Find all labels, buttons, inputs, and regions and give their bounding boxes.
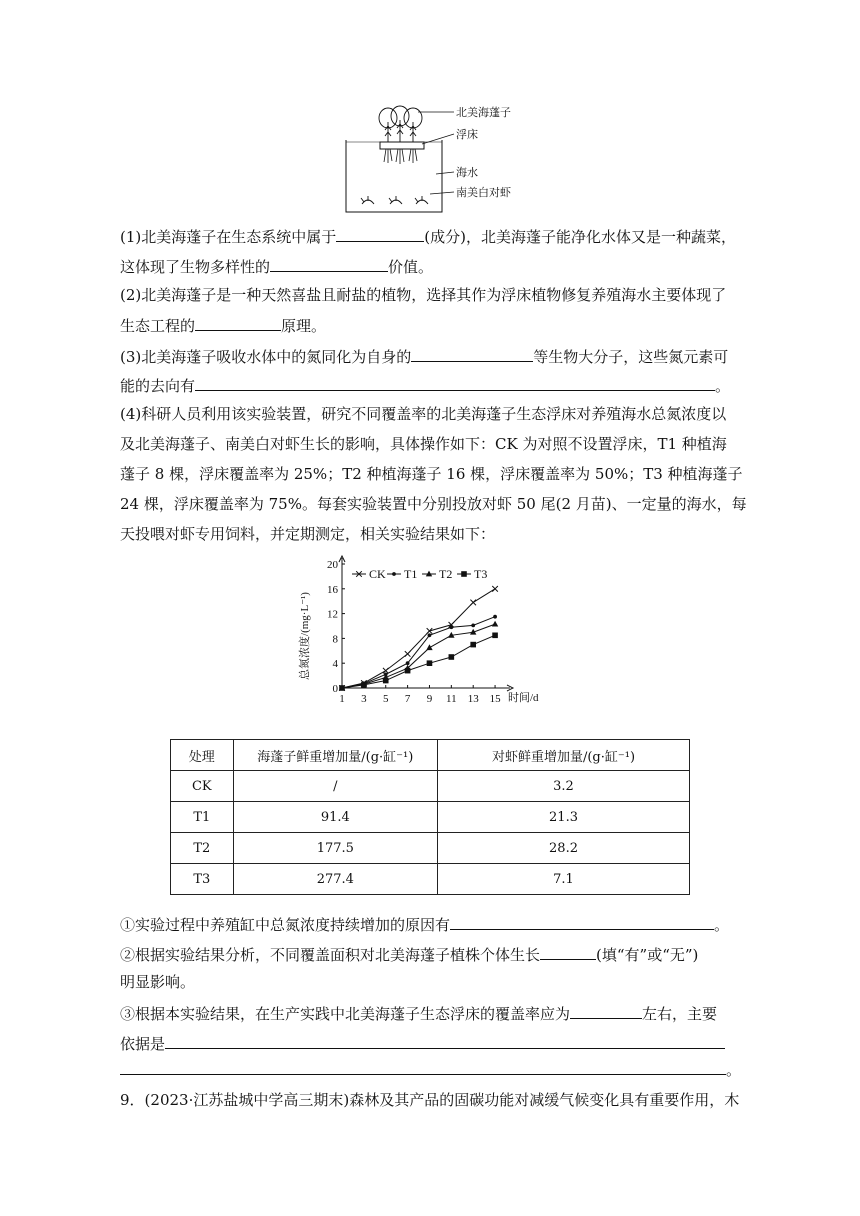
data-point-t3	[361, 682, 367, 688]
q1-text-c: 这体现了生物多样性的	[120, 258, 271, 276]
header-plant-weight: 海蓬子鲜重增加量/(g·缸⁻¹)	[233, 740, 437, 771]
table-row	[171, 802, 690, 833]
x-tick-label: 1	[339, 693, 345, 705]
sub1-text-b: 。	[714, 916, 730, 934]
table-cell: CK	[171, 771, 234, 802]
data-point-t3	[449, 654, 455, 660]
q2-line2	[120, 314, 740, 336]
table-cell: 7.1	[438, 864, 690, 895]
data-point-t3	[405, 668, 411, 674]
data-point-t3	[339, 685, 345, 691]
sub3-text-b: 左右，主要	[642, 1005, 718, 1023]
data-point-t1	[493, 615, 497, 619]
root-shapes	[384, 149, 417, 164]
data-point-t3	[383, 678, 389, 684]
legend-marker	[461, 571, 467, 577]
q3-blank-fate[interactable]	[195, 374, 715, 391]
q4-line1: (4)科研人员利用该实验装置，研究不同覆盖率的北美海蓬子生态浮床对养殖海水总氮浓度以	[120, 405, 727, 423]
sub2-blank-effect[interactable]	[540, 943, 596, 960]
q2-text-b: 原理。	[281, 317, 327, 335]
table-cell: T2	[171, 833, 234, 864]
legend-label: T3	[474, 567, 488, 581]
table-cell: 91.4	[233, 802, 437, 833]
table-cell: 28.2	[438, 833, 690, 864]
label-shrimp: 南美白对虾	[456, 186, 511, 199]
sub3-line1	[120, 1002, 740, 1024]
q2-blank-principle[interactable]	[195, 314, 281, 331]
sub3-blank-basis-cont[interactable]	[120, 1058, 726, 1075]
data-point-t3	[470, 642, 476, 648]
shrimp-shapes	[361, 196, 428, 204]
data-point-ck	[427, 628, 433, 634]
q1-text-a: (1)北美海蓬子在生态系统中属于	[120, 228, 337, 246]
setup-diagram	[336, 100, 546, 218]
q1-line1	[120, 225, 740, 247]
y-tick-label: 12	[327, 608, 338, 621]
tank-outline	[346, 140, 442, 212]
sub3-text-a: ③根据本实验结果，在生产实践中北美海蓬子生态浮床的覆盖率应为	[120, 1005, 571, 1023]
x-tick-label: 5	[382, 693, 389, 705]
x-tick-label: 11	[446, 693, 457, 705]
data-point-t2	[426, 644, 432, 650]
y-tick-label: 8	[332, 633, 338, 646]
y-tick-label: 4	[332, 658, 338, 671]
sub3-line2	[120, 1032, 740, 1054]
table-cell: T1	[171, 802, 234, 833]
sub3-line3	[120, 1058, 740, 1080]
data-point-t1	[406, 661, 410, 665]
q3-blank-macromolecules[interactable]	[411, 345, 533, 362]
legend-label: CK	[369, 567, 386, 581]
x-tick-label: 13	[467, 693, 479, 705]
sub1-line	[120, 913, 740, 935]
q1-text-d: 价值。	[388, 258, 434, 276]
data-point-t1	[449, 625, 453, 629]
x-axis-label: 时间/d	[508, 692, 539, 704]
q1-text-b: (成分)，北美海蓬子能净化水体又是一种蔬菜，	[424, 228, 736, 246]
q3-text-d: 。	[715, 377, 731, 395]
label-seawater: 海水	[456, 166, 478, 179]
nitrogen-chart	[296, 548, 558, 714]
plant-shapes	[379, 106, 422, 142]
sub3-text-d: 。	[726, 1061, 742, 1079]
q2-text-a: 生态工程的	[120, 317, 196, 335]
data-point-t1	[428, 633, 432, 637]
q4-line5: 天投喂对虾专用饲料，并定期测定，相关实验结果如下：	[120, 525, 496, 543]
series-line-t1	[342, 617, 495, 688]
table-cell: T3	[171, 864, 234, 895]
results-table	[170, 739, 690, 895]
y-tick-label: 0	[332, 683, 338, 695]
legend-label: T2	[439, 567, 453, 581]
chart-series	[339, 586, 498, 691]
legend-marker	[392, 572, 396, 576]
q3-text-b: 等生物大分子，这些氮元素可	[533, 348, 729, 366]
sub2-line2: 明显影响。	[120, 973, 196, 991]
data-point-t3	[492, 633, 498, 639]
q4-line3: 蓬子 8 棵，浮床覆盖率为 25%；T2 种植海蓬子 16 棵，浮床覆盖率为 50%；T3 种植海蓬子	[120, 465, 743, 483]
q1-blank-component[interactable]	[336, 225, 424, 242]
table-cell: 177.5	[233, 833, 437, 864]
y-axis-label: 总氮浓度/(mg·L⁻¹)	[299, 592, 311, 680]
data-point-t3	[427, 660, 433, 666]
label-plant: 北美海蓬子	[456, 106, 511, 119]
data-point-t2	[492, 621, 498, 627]
table-header-row	[171, 740, 690, 771]
sub1-text-a: ①实验过程中养殖缸中总氮浓度持续增加的原因有	[120, 916, 451, 934]
chart-legend	[352, 567, 487, 581]
legend-label: T1	[404, 567, 418, 581]
sub2-text-a: ②根据实验结果分析，不同覆盖面积对北美海蓬子植株个体生长	[120, 946, 541, 964]
y-tick-label: 16	[327, 583, 338, 596]
data-point-ck	[492, 586, 498, 592]
data-point-t1	[471, 623, 475, 627]
q2-line1: (2)北美海蓬子是一种天然喜盐且耐盐的植物，选择其作为浮床植物修复养殖海水主要体现了	[120, 286, 727, 304]
q1-line2	[120, 255, 740, 277]
q3-text-c: 能的去向有	[120, 377, 196, 395]
q3-line1	[120, 345, 740, 367]
q4-line4: 24 棵，浮床覆盖率为 75%。每套实验装置中分别投放对虾 50 尾(2 月苗)、一定量的海水，每	[120, 495, 747, 513]
q3-line2	[120, 374, 740, 396]
table-cell: 277.4	[233, 864, 437, 895]
header-treatment: 处理	[171, 740, 234, 771]
q4-line2: 及北美海蓬子、南美白对虾生长的影响，具体操作如下：CK 为对照不设置浮床，T1 种植海	[120, 435, 727, 453]
q1-blank-value[interactable]	[270, 255, 388, 272]
label-float-bed: 浮床	[456, 128, 478, 141]
table-cell: 3.2	[438, 771, 690, 802]
sub3-text-c: 依据是	[120, 1035, 166, 1053]
x-tick-label: 15	[489, 693, 501, 705]
float-bed-shape	[380, 142, 424, 149]
table-cell: /	[233, 771, 437, 802]
q9-line1: 9．(2023·江苏盐城中学高三期末)森林及其产品的固碳功能对减缓气候变化具有重要作用，木	[120, 1091, 740, 1109]
sub3-blank-coverage[interactable]	[570, 1002, 642, 1019]
sub2-line1	[120, 943, 740, 965]
x-tick-label: 9	[426, 693, 433, 705]
sub1-blank-reason[interactable]	[450, 913, 714, 930]
x-tick-label: 3	[361, 693, 367, 705]
table-row	[171, 864, 690, 895]
data-point-ck	[405, 651, 411, 657]
table-cell: 21.3	[438, 802, 690, 833]
y-tick-label: 20	[327, 559, 338, 571]
table-row	[171, 771, 690, 802]
table-row	[171, 833, 690, 864]
sub2-text-b: (填“有”或“无”)	[596, 946, 699, 964]
q3-text-a: (3)北美海蓬子吸收水体中的氮同化为自身的	[120, 348, 412, 366]
sub3-blank-basis[interactable]	[165, 1032, 725, 1049]
data-point-ck	[470, 600, 476, 606]
x-tick-label: 7	[404, 693, 411, 705]
header-shrimp-weight: 对虾鲜重增加量/(g·缸⁻¹)	[438, 740, 690, 771]
